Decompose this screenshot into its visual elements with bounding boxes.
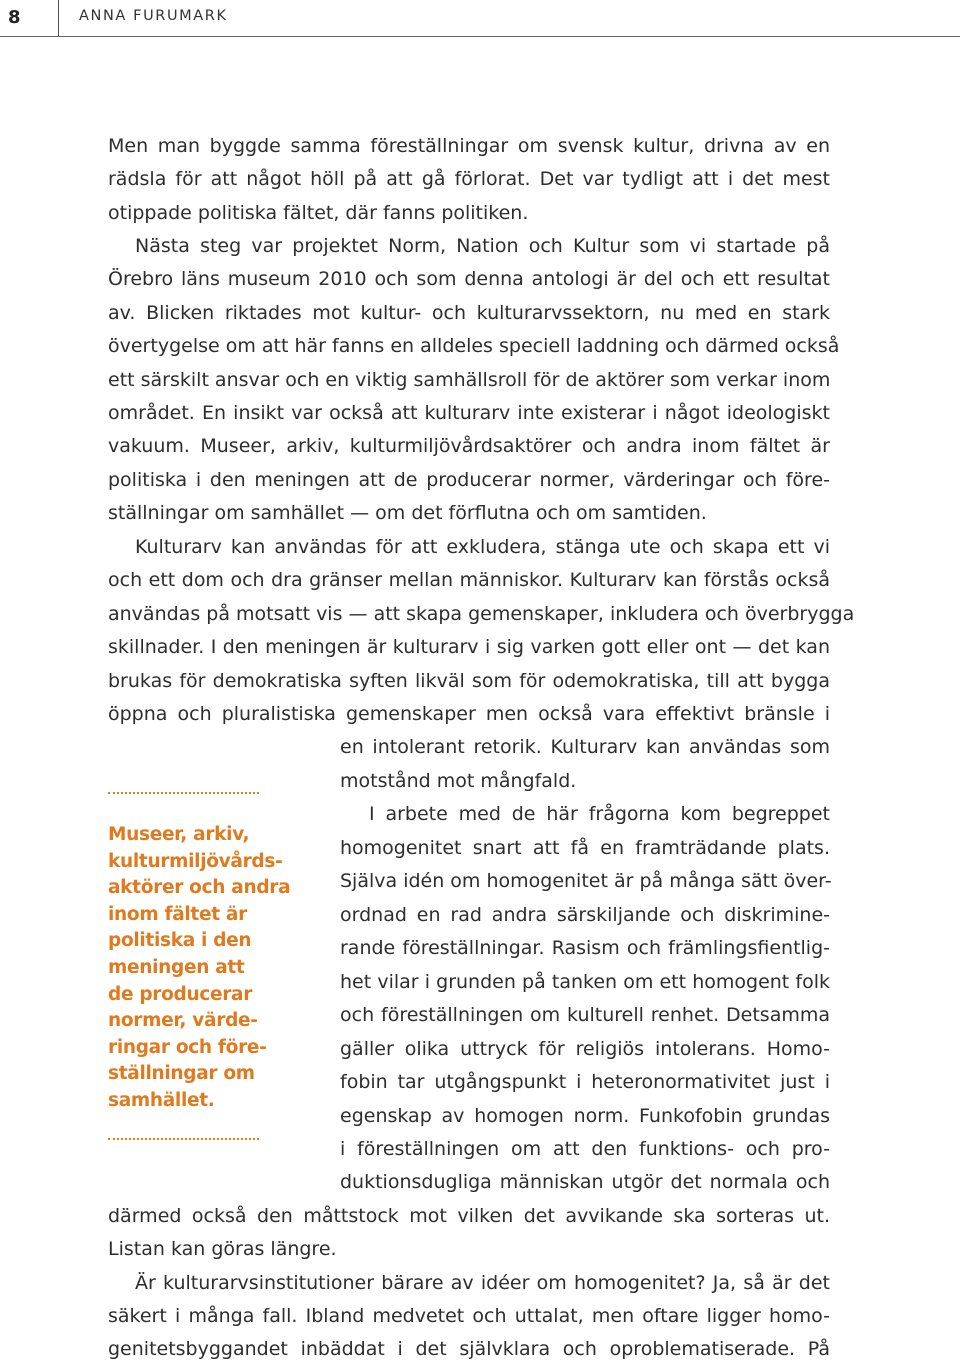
body-line: i föreställningen om att den funktions- och pro- [340,1138,830,1160]
body-line: användas på motsatt vis — att skapa gemenskaper, inkludera och överbrygga [108,603,855,625]
body-line: genitetsbyggandet inbäddat i det självklara och oproblematiserade. På [108,1338,830,1360]
body-line: och ett dom och dra gränser mellan människor. Kulturarv kan förstås också [108,569,830,591]
running-head: ANNA FURUMARK [79,8,228,24]
body-line: övertygelse om att här fanns en alldeles speciell laddning och därmed också [108,335,840,357]
body-line: motstånd mot mångfald. [340,770,577,792]
body-line: duktionsdugliga människan utgör det normala och [340,1171,830,1193]
page-number: 8 [8,7,21,28]
pull-quote-rule-bottom [108,1138,259,1140]
body-line: ordnad en rad andra särskiljande och diskrimine- [340,904,830,926]
body-line: en intolerant retorik. Kulturarv kan användas som [340,736,830,758]
body-line: Nästa steg var projektet Norm, Nation och Kultur som vi startade på [135,235,830,257]
body-line: ett särskilt ansvar och en viktig samhällsroll för de aktörer som verkar inom [108,369,831,391]
pull-quote-rule-top [108,792,259,794]
body-line: gäller olika uttryck för religiös intolerans. Homo- [340,1038,830,1060]
body-line: därmed också den måttstock mot vilken det avvikande ska sorteras ut. [108,1205,830,1227]
body-line: Men man byggde samma föreställningar om svensk kultur, drivna av en [108,135,830,157]
body-line: I arbete med de här frågorna kom begreppet [369,803,830,825]
header-rule [0,36,960,37]
body-line: ställningar om samhället — om det förflutna och om samtiden. [108,502,707,524]
body-line: Är kulturarvsinstitutioner bärare av idéer om homogenitet? Ja, så är det [135,1272,830,1294]
body-line: Örebro läns museum 2010 och som denna antologi är del och ett resultat [108,268,830,290]
body-line: vakuum. Museer, arkiv, kulturmiljövårdsaktörer och andra inom fältet är [108,435,830,457]
body-line: Själva idén om homogenitet är på många sätt över- [340,870,832,892]
body-line: rande föreställningar. Rasism och främlingsfientlig- [340,937,830,959]
body-line: och föreställningen om kulturell renhet. Detsamma [340,1004,830,1026]
body-line: fobin tar utgångspunkt i heteronormativitet just i [340,1071,830,1093]
body-line: skillnader. I den meningen är kulturarv i sig varken gott eller ont — det kan [108,636,830,658]
body-line: rädsla för att något höll på att gå förlorat. Det var tydligt att i det mest [108,168,830,190]
page-header [0,0,960,36]
body-line: Kulturarv kan användas för att exkludera, stänga ute och skapa ett vi [135,536,830,558]
pull-quote: Museer, arkiv, kulturmiljövårds- aktörer och andra inom fältet är politiska i den meningen att de producerar normer, värde- ringar och före- ställningar om samhället. [108,824,291,1111]
body-line: området. En insikt var också att kulturarv inte existerar i något ideologiskt [108,402,830,424]
body-line: het vilar i grunden på tanken om ett homogent folk [340,971,830,993]
body-line: säkert i många fall. Ibland medvetet och uttalat, men oftare ligger homo- [108,1305,830,1327]
body-line: av. Blicken riktades mot kultur- och kulturarvssektorn, nu med en stark [108,302,830,324]
body-line: Listan kan göras längre. [108,1238,337,1260]
body-line: otippade politiska fältet, där fanns politiken. [108,202,529,224]
body-line: homogenitet snart att få en framträdande plats. [340,837,830,859]
body-line: egenskap av homogen norm. Funkofobin grundas [340,1105,830,1127]
body-line: öppna och pluralistiska gemenskaper men också vara effektivt bränsle i [108,703,830,725]
body-line: politiska i den meningen att de producerar normer, värderingar och före- [108,469,830,491]
header-divider [58,0,59,36]
body-line: brukas för demokratiska syften likväl som för odemokratiska, till att bygga [108,670,830,692]
